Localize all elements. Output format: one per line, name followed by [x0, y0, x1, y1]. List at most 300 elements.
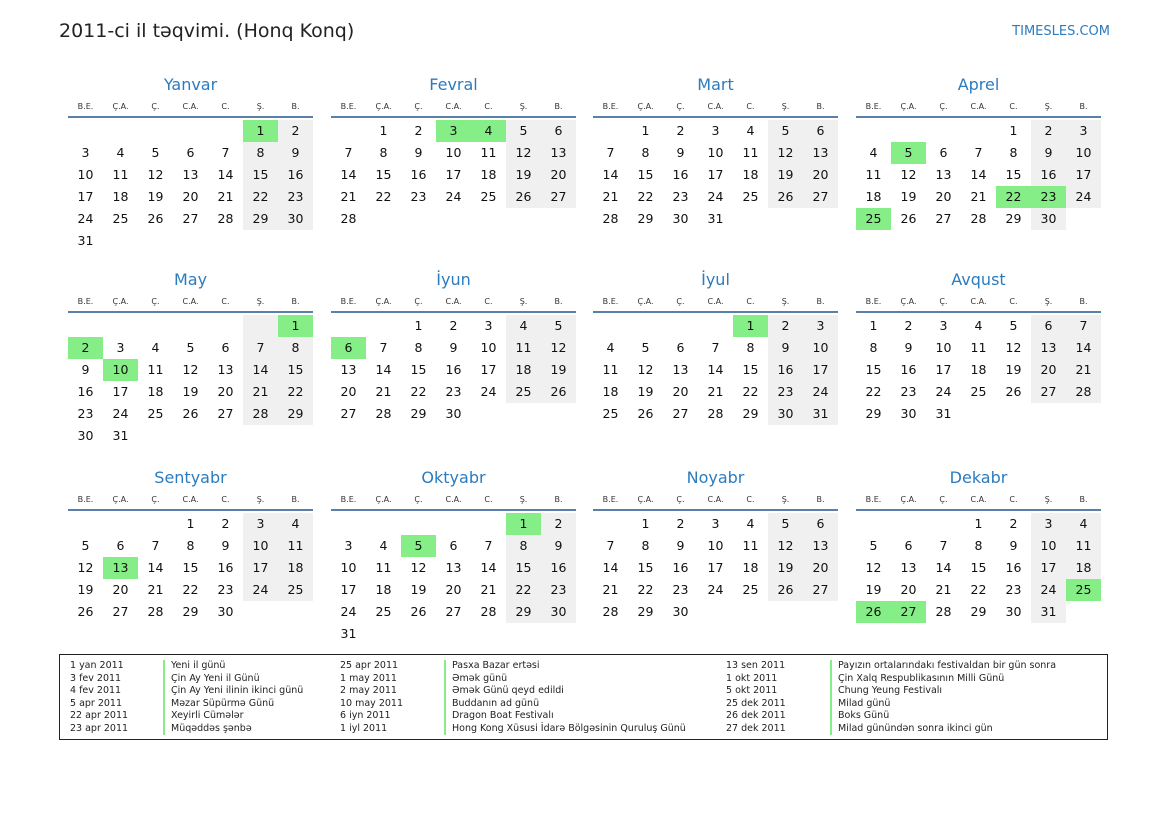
day-cell[interactable]: 12: [410, 560, 427, 575]
day-cell[interactable]: 7: [606, 145, 615, 160]
day-cell[interactable]: 10: [1066, 142, 1101, 164]
day-cell[interactable]: 5: [1009, 318, 1018, 333]
day-cell[interactable]: 26: [637, 406, 654, 421]
day-cell[interactable]: 6: [541, 120, 576, 142]
day-cell[interactable]: 2: [904, 318, 913, 333]
day-cell[interactable]: 15: [637, 560, 654, 575]
day-cell[interactable]: 13: [935, 167, 952, 182]
day-cell[interactable]: 2: [1031, 120, 1066, 142]
day-cell[interactable]: 23: [768, 381, 803, 403]
day-cell[interactable]: 31: [803, 403, 838, 425]
day-cell[interactable]: 8: [379, 145, 388, 160]
day-cell[interactable]: 26: [768, 186, 803, 208]
day-cell[interactable]: 12: [541, 337, 576, 359]
day-cell[interactable]: 26: [1005, 384, 1022, 399]
day-cell[interactable]: 4: [606, 340, 615, 355]
holiday-day-cell[interactable]: 6: [331, 337, 366, 359]
day-cell[interactable]: 25: [742, 189, 759, 204]
day-cell[interactable]: 8: [186, 538, 195, 553]
day-cell[interactable]: 3: [116, 340, 125, 355]
holiday-day-cell[interactable]: 22: [996, 186, 1031, 208]
day-cell[interactable]: 16: [900, 362, 917, 377]
day-cell[interactable]: 22: [243, 186, 278, 208]
day-cell[interactable]: 14: [707, 362, 724, 377]
day-cell[interactable]: 12: [768, 142, 803, 164]
day-cell[interactable]: 31: [340, 626, 357, 641]
day-cell[interactable]: 8: [278, 337, 313, 359]
day-cell[interactable]: 12: [182, 362, 199, 377]
day-cell[interactable]: 29: [637, 604, 654, 619]
day-cell[interactable]: 17: [480, 362, 497, 377]
day-cell[interactable]: 8: [641, 145, 650, 160]
day-cell[interactable]: 20: [1031, 359, 1066, 381]
day-cell[interactable]: 31: [112, 428, 129, 443]
day-cell[interactable]: 4: [379, 538, 388, 553]
holiday-day-cell[interactable]: 27: [891, 601, 926, 623]
day-cell[interactable]: 11: [112, 167, 129, 182]
day-cell[interactable]: 27: [1031, 381, 1066, 403]
day-cell[interactable]: 24: [1031, 579, 1066, 601]
day-cell[interactable]: 4: [116, 145, 125, 160]
day-cell[interactable]: 9: [676, 145, 685, 160]
day-cell[interactable]: 16: [278, 164, 313, 186]
day-cell[interactable]: 10: [935, 340, 952, 355]
day-cell[interactable]: 19: [506, 164, 541, 186]
day-cell[interactable]: 22: [637, 582, 654, 597]
day-cell[interactable]: 11: [865, 167, 882, 182]
day-cell[interactable]: 2: [1009, 516, 1018, 531]
day-cell[interactable]: 16: [1005, 560, 1022, 575]
day-cell[interactable]: 10: [77, 167, 94, 182]
day-cell[interactable]: 11: [1066, 535, 1101, 557]
day-cell[interactable]: 19: [768, 164, 803, 186]
day-cell[interactable]: 3: [243, 513, 278, 535]
day-cell[interactable]: 1: [1009, 123, 1018, 138]
day-cell[interactable]: 28: [340, 211, 357, 226]
day-cell[interactable]: 17: [803, 359, 838, 381]
holiday-day-cell[interactable]: 5: [401, 535, 436, 557]
day-cell[interactable]: 7: [379, 340, 388, 355]
day-cell[interactable]: 6: [1031, 315, 1066, 337]
day-cell[interactable]: 27: [340, 406, 357, 421]
day-cell[interactable]: 6: [939, 145, 948, 160]
day-cell[interactable]: 29: [1005, 211, 1022, 226]
day-cell[interactable]: 28: [935, 604, 952, 619]
day-cell[interactable]: 27: [672, 406, 689, 421]
day-cell[interactable]: 6: [449, 538, 458, 553]
day-cell[interactable]: 21: [340, 189, 357, 204]
day-cell[interactable]: 8: [641, 538, 650, 553]
day-cell[interactable]: 11: [602, 362, 619, 377]
day-cell[interactable]: 14: [147, 560, 164, 575]
day-cell[interactable]: 30: [672, 604, 689, 619]
day-cell[interactable]: 27: [445, 604, 462, 619]
day-cell[interactable]: 15: [506, 557, 541, 579]
day-cell[interactable]: 29: [742, 406, 759, 421]
day-cell[interactable]: 9: [541, 535, 576, 557]
day-cell[interactable]: 12: [768, 535, 803, 557]
day-cell[interactable]: 1: [379, 123, 388, 138]
day-cell[interactable]: 2: [676, 516, 685, 531]
day-cell[interactable]: 25: [278, 579, 313, 601]
day-cell[interactable]: 9: [414, 145, 423, 160]
day-cell[interactable]: 14: [243, 359, 278, 381]
day-cell[interactable]: 16: [445, 362, 462, 377]
day-cell[interactable]: 22: [278, 381, 313, 403]
holiday-day-cell[interactable]: 13: [103, 557, 138, 579]
day-cell[interactable]: 21: [970, 189, 987, 204]
day-cell[interactable]: 16: [1031, 164, 1066, 186]
day-cell[interactable]: 23: [541, 579, 576, 601]
day-cell[interactable]: 24: [243, 579, 278, 601]
day-cell[interactable]: 27: [217, 406, 234, 421]
day-cell[interactable]: 18: [112, 189, 129, 204]
day-cell[interactable]: 2: [278, 120, 313, 142]
day-cell[interactable]: 22: [865, 384, 882, 399]
day-cell[interactable]: 10: [340, 560, 357, 575]
day-cell[interactable]: 19: [410, 582, 427, 597]
day-cell[interactable]: 18: [375, 582, 392, 597]
day-cell[interactable]: 21: [217, 189, 234, 204]
day-cell[interactable]: 28: [602, 211, 619, 226]
day-cell[interactable]: 1: [414, 318, 423, 333]
day-cell[interactable]: 12: [900, 167, 917, 182]
day-cell[interactable]: 6: [186, 145, 195, 160]
day-cell[interactable]: 20: [112, 582, 129, 597]
day-cell[interactable]: 15: [278, 359, 313, 381]
day-cell[interactable]: 6: [904, 538, 913, 553]
day-cell[interactable]: 4: [974, 318, 983, 333]
day-cell[interactable]: 13: [900, 560, 917, 575]
holiday-day-cell[interactable]: 1: [733, 315, 768, 337]
holiday-day-cell[interactable]: 10: [103, 359, 138, 381]
day-cell[interactable]: 2: [221, 516, 230, 531]
day-cell[interactable]: 17: [340, 582, 357, 597]
day-cell[interactable]: 14: [935, 560, 952, 575]
day-cell[interactable]: 15: [742, 362, 759, 377]
day-cell[interactable]: 21: [243, 381, 278, 403]
day-cell[interactable]: 8: [746, 340, 755, 355]
day-cell[interactable]: 12: [147, 167, 164, 182]
day-cell[interactable]: 17: [1031, 557, 1066, 579]
day-cell[interactable]: 26: [182, 406, 199, 421]
day-cell[interactable]: 1: [186, 516, 195, 531]
day-cell[interactable]: 1: [869, 318, 878, 333]
day-cell[interactable]: 20: [541, 164, 576, 186]
day-cell[interactable]: 26: [541, 381, 576, 403]
day-cell[interactable]: 1: [974, 516, 983, 531]
day-cell[interactable]: 25: [147, 406, 164, 421]
day-cell[interactable]: 28: [375, 406, 392, 421]
day-cell[interactable]: 11: [742, 538, 759, 553]
day-cell[interactable]: 15: [243, 164, 278, 186]
day-cell[interactable]: 25: [112, 211, 129, 226]
day-cell[interactable]: 16: [672, 167, 689, 182]
day-cell[interactable]: 28: [217, 211, 234, 226]
day-cell[interactable]: 18: [506, 359, 541, 381]
day-cell[interactable]: 12: [506, 142, 541, 164]
day-cell[interactable]: 7: [711, 340, 720, 355]
day-cell[interactable]: 14: [340, 167, 357, 182]
holiday-day-cell[interactable]: 5: [891, 142, 926, 164]
day-cell[interactable]: 12: [865, 560, 882, 575]
day-cell[interactable]: 29: [278, 403, 313, 425]
day-cell[interactable]: 29: [865, 406, 882, 421]
day-cell[interactable]: 6: [221, 340, 230, 355]
day-cell[interactable]: 30: [278, 208, 313, 230]
day-cell[interactable]: 19: [865, 582, 882, 597]
day-cell[interactable]: 15: [182, 560, 199, 575]
day-cell[interactable]: 13: [340, 362, 357, 377]
day-cell[interactable]: 28: [480, 604, 497, 619]
day-cell[interactable]: 21: [375, 384, 392, 399]
day-cell[interactable]: 8: [506, 535, 541, 557]
day-cell[interactable]: 23: [77, 406, 94, 421]
day-cell[interactable]: 13: [445, 560, 462, 575]
day-cell[interactable]: 7: [974, 145, 983, 160]
day-cell[interactable]: 22: [742, 384, 759, 399]
day-cell[interactable]: 4: [1066, 513, 1101, 535]
day-cell[interactable]: 16: [672, 560, 689, 575]
day-cell[interactable]: 29: [637, 211, 654, 226]
day-cell[interactable]: 22: [182, 582, 199, 597]
day-cell[interactable]: 7: [939, 538, 948, 553]
holiday-day-cell[interactable]: 25: [856, 208, 891, 230]
day-cell[interactable]: 13: [1031, 337, 1066, 359]
day-cell[interactable]: 11: [147, 362, 164, 377]
day-cell[interactable]: 22: [375, 189, 392, 204]
day-cell[interactable]: 13: [217, 362, 234, 377]
day-cell[interactable]: 8: [1009, 145, 1018, 160]
day-cell[interactable]: 30: [77, 428, 94, 443]
day-cell[interactable]: 24: [935, 384, 952, 399]
day-cell[interactable]: 21: [602, 582, 619, 597]
day-cell[interactable]: 24: [707, 582, 724, 597]
day-cell[interactable]: 9: [904, 340, 913, 355]
day-cell[interactable]: 10: [707, 145, 724, 160]
day-cell[interactable]: 30: [1005, 604, 1022, 619]
day-cell[interactable]: 3: [1031, 513, 1066, 535]
day-cell[interactable]: 18: [278, 557, 313, 579]
day-cell[interactable]: 20: [672, 384, 689, 399]
day-cell[interactable]: 6: [803, 513, 838, 535]
day-cell[interactable]: 11: [278, 535, 313, 557]
day-cell[interactable]: 20: [445, 582, 462, 597]
day-cell[interactable]: 24: [1066, 186, 1101, 208]
day-cell[interactable]: 6: [116, 538, 125, 553]
day-cell[interactable]: 30: [672, 211, 689, 226]
day-cell[interactable]: 10: [1031, 535, 1066, 557]
day-cell[interactable]: 3: [81, 145, 90, 160]
day-cell[interactable]: 9: [449, 340, 458, 355]
day-cell[interactable]: 7: [221, 145, 230, 160]
day-cell[interactable]: 23: [900, 384, 917, 399]
day-cell[interactable]: 18: [147, 384, 164, 399]
day-cell[interactable]: 9: [278, 142, 313, 164]
day-cell[interactable]: 25: [375, 604, 392, 619]
day-cell[interactable]: 27: [803, 186, 838, 208]
day-cell[interactable]: 30: [1031, 208, 1066, 230]
day-cell[interactable]: 17: [112, 384, 129, 399]
day-cell[interactable]: 22: [506, 579, 541, 601]
day-cell[interactable]: 20: [182, 189, 199, 204]
day-cell[interactable]: 2: [676, 123, 685, 138]
day-cell[interactable]: 20: [803, 164, 838, 186]
day-cell[interactable]: 15: [375, 167, 392, 182]
day-cell[interactable]: 18: [1066, 557, 1101, 579]
holiday-day-cell[interactable]: 2: [68, 337, 103, 359]
day-cell[interactable]: 19: [541, 359, 576, 381]
day-cell[interactable]: 25: [602, 406, 619, 421]
day-cell[interactable]: 5: [186, 340, 195, 355]
day-cell[interactable]: 17: [77, 189, 94, 204]
day-cell[interactable]: 3: [939, 318, 948, 333]
day-cell[interactable]: 5: [81, 538, 90, 553]
day-cell[interactable]: 28: [970, 211, 987, 226]
day-cell[interactable]: 6: [803, 120, 838, 142]
day-cell[interactable]: 14: [602, 167, 619, 182]
day-cell[interactable]: 29: [506, 601, 541, 623]
day-cell[interactable]: 3: [484, 318, 493, 333]
day-cell[interactable]: 22: [637, 189, 654, 204]
day-cell[interactable]: 8: [869, 340, 878, 355]
day-cell[interactable]: 7: [484, 538, 493, 553]
day-cell[interactable]: 5: [768, 513, 803, 535]
day-cell[interactable]: 22: [970, 582, 987, 597]
day-cell[interactable]: 6: [676, 340, 685, 355]
day-cell[interactable]: 31: [935, 406, 952, 421]
day-cell[interactable]: 19: [1005, 362, 1022, 377]
day-cell[interactable]: 28: [1066, 381, 1101, 403]
day-cell[interactable]: 19: [637, 384, 654, 399]
day-cell[interactable]: 18: [865, 189, 882, 204]
day-cell[interactable]: 2: [541, 513, 576, 535]
day-cell[interactable]: 29: [970, 604, 987, 619]
day-cell[interactable]: 10: [803, 337, 838, 359]
day-cell[interactable]: 9: [1009, 538, 1018, 553]
day-cell[interactable]: 24: [480, 384, 497, 399]
day-cell[interactable]: 25: [480, 189, 497, 204]
day-cell[interactable]: 12: [77, 560, 94, 575]
day-cell[interactable]: 9: [676, 538, 685, 553]
day-cell[interactable]: 9: [1031, 142, 1066, 164]
day-cell[interactable]: 10: [445, 145, 462, 160]
day-cell[interactable]: 11: [480, 145, 497, 160]
day-cell[interactable]: 30: [541, 601, 576, 623]
day-cell[interactable]: 9: [81, 362, 90, 377]
day-cell[interactable]: 10: [707, 538, 724, 553]
holiday-day-cell[interactable]: 1: [278, 315, 313, 337]
day-cell[interactable]: 14: [480, 560, 497, 575]
day-cell[interactable]: 14: [375, 362, 392, 377]
day-cell[interactable]: 5: [506, 120, 541, 142]
day-cell[interactable]: 11: [375, 560, 392, 575]
day-cell[interactable]: 1: [641, 123, 650, 138]
day-cell[interactable]: 20: [217, 384, 234, 399]
day-cell[interactable]: 13: [672, 362, 689, 377]
day-cell[interactable]: 29: [182, 604, 199, 619]
day-cell[interactable]: 14: [602, 560, 619, 575]
day-cell[interactable]: 15: [410, 362, 427, 377]
day-cell[interactable]: 24: [77, 211, 94, 226]
day-cell[interactable]: 13: [803, 535, 838, 557]
holiday-day-cell[interactable]: 1: [243, 120, 278, 142]
day-cell[interactable]: 18: [970, 362, 987, 377]
day-cell[interactable]: 21: [602, 189, 619, 204]
day-cell[interactable]: 22: [410, 384, 427, 399]
day-cell[interactable]: 31: [707, 211, 724, 226]
day-cell[interactable]: 29: [243, 208, 278, 230]
day-cell[interactable]: 23: [217, 582, 234, 597]
day-cell[interactable]: 4: [746, 516, 755, 531]
day-cell[interactable]: 16: [217, 560, 234, 575]
day-cell[interactable]: 23: [1005, 582, 1022, 597]
day-cell[interactable]: 23: [278, 186, 313, 208]
day-cell[interactable]: 26: [147, 211, 164, 226]
day-cell[interactable]: 7: [344, 145, 353, 160]
day-cell[interactable]: 1: [641, 516, 650, 531]
day-cell[interactable]: 7: [243, 337, 278, 359]
day-cell[interactable]: 27: [541, 186, 576, 208]
day-cell[interactable]: 26: [900, 211, 917, 226]
day-cell[interactable]: 2: [414, 123, 423, 138]
day-cell[interactable]: 28: [147, 604, 164, 619]
day-cell[interactable]: 28: [602, 604, 619, 619]
day-cell[interactable]: 3: [711, 516, 720, 531]
day-cell[interactable]: 15: [970, 560, 987, 575]
day-cell[interactable]: 18: [602, 384, 619, 399]
day-cell[interactable]: 9: [768, 337, 803, 359]
day-cell[interactable]: 13: [182, 167, 199, 182]
day-cell[interactable]: 14: [217, 167, 234, 182]
holiday-day-cell[interactable]: 3: [436, 120, 471, 142]
day-cell[interactable]: 21: [480, 582, 497, 597]
day-cell[interactable]: 15: [865, 362, 882, 377]
day-cell[interactable]: 8: [414, 340, 423, 355]
day-cell[interactable]: 7: [1066, 315, 1101, 337]
day-cell[interactable]: 3: [803, 315, 838, 337]
day-cell[interactable]: 28: [707, 406, 724, 421]
day-cell[interactable]: 10: [243, 535, 278, 557]
day-cell[interactable]: 26: [506, 186, 541, 208]
day-cell[interactable]: 20: [935, 189, 952, 204]
day-cell[interactable]: 20: [803, 557, 838, 579]
day-cell[interactable]: 25: [742, 582, 759, 597]
day-cell[interactable]: 11: [742, 145, 759, 160]
day-cell[interactable]: 4: [746, 123, 755, 138]
day-cell[interactable]: 31: [1031, 601, 1066, 623]
day-cell[interactable]: 27: [182, 211, 199, 226]
day-cell[interactable]: 30: [768, 403, 803, 425]
day-cell[interactable]: 23: [445, 384, 462, 399]
day-cell[interactable]: 5: [151, 145, 160, 160]
day-cell[interactable]: 2: [768, 315, 803, 337]
day-cell[interactable]: 19: [147, 189, 164, 204]
day-cell[interactable]: 14: [970, 167, 987, 182]
day-cell[interactable]: 23: [672, 189, 689, 204]
day-cell[interactable]: 27: [112, 604, 129, 619]
day-cell[interactable]: 16: [541, 557, 576, 579]
day-cell[interactable]: 18: [742, 560, 759, 575]
day-cell[interactable]: 17: [1066, 164, 1101, 186]
day-cell[interactable]: 21: [707, 384, 724, 399]
day-cell[interactable]: 4: [869, 145, 878, 160]
day-cell[interactable]: 27: [935, 211, 952, 226]
day-cell[interactable]: 21: [147, 582, 164, 597]
day-cell[interactable]: 31: [77, 233, 94, 248]
day-cell[interactable]: 19: [768, 557, 803, 579]
day-cell[interactable]: 17: [445, 167, 462, 182]
